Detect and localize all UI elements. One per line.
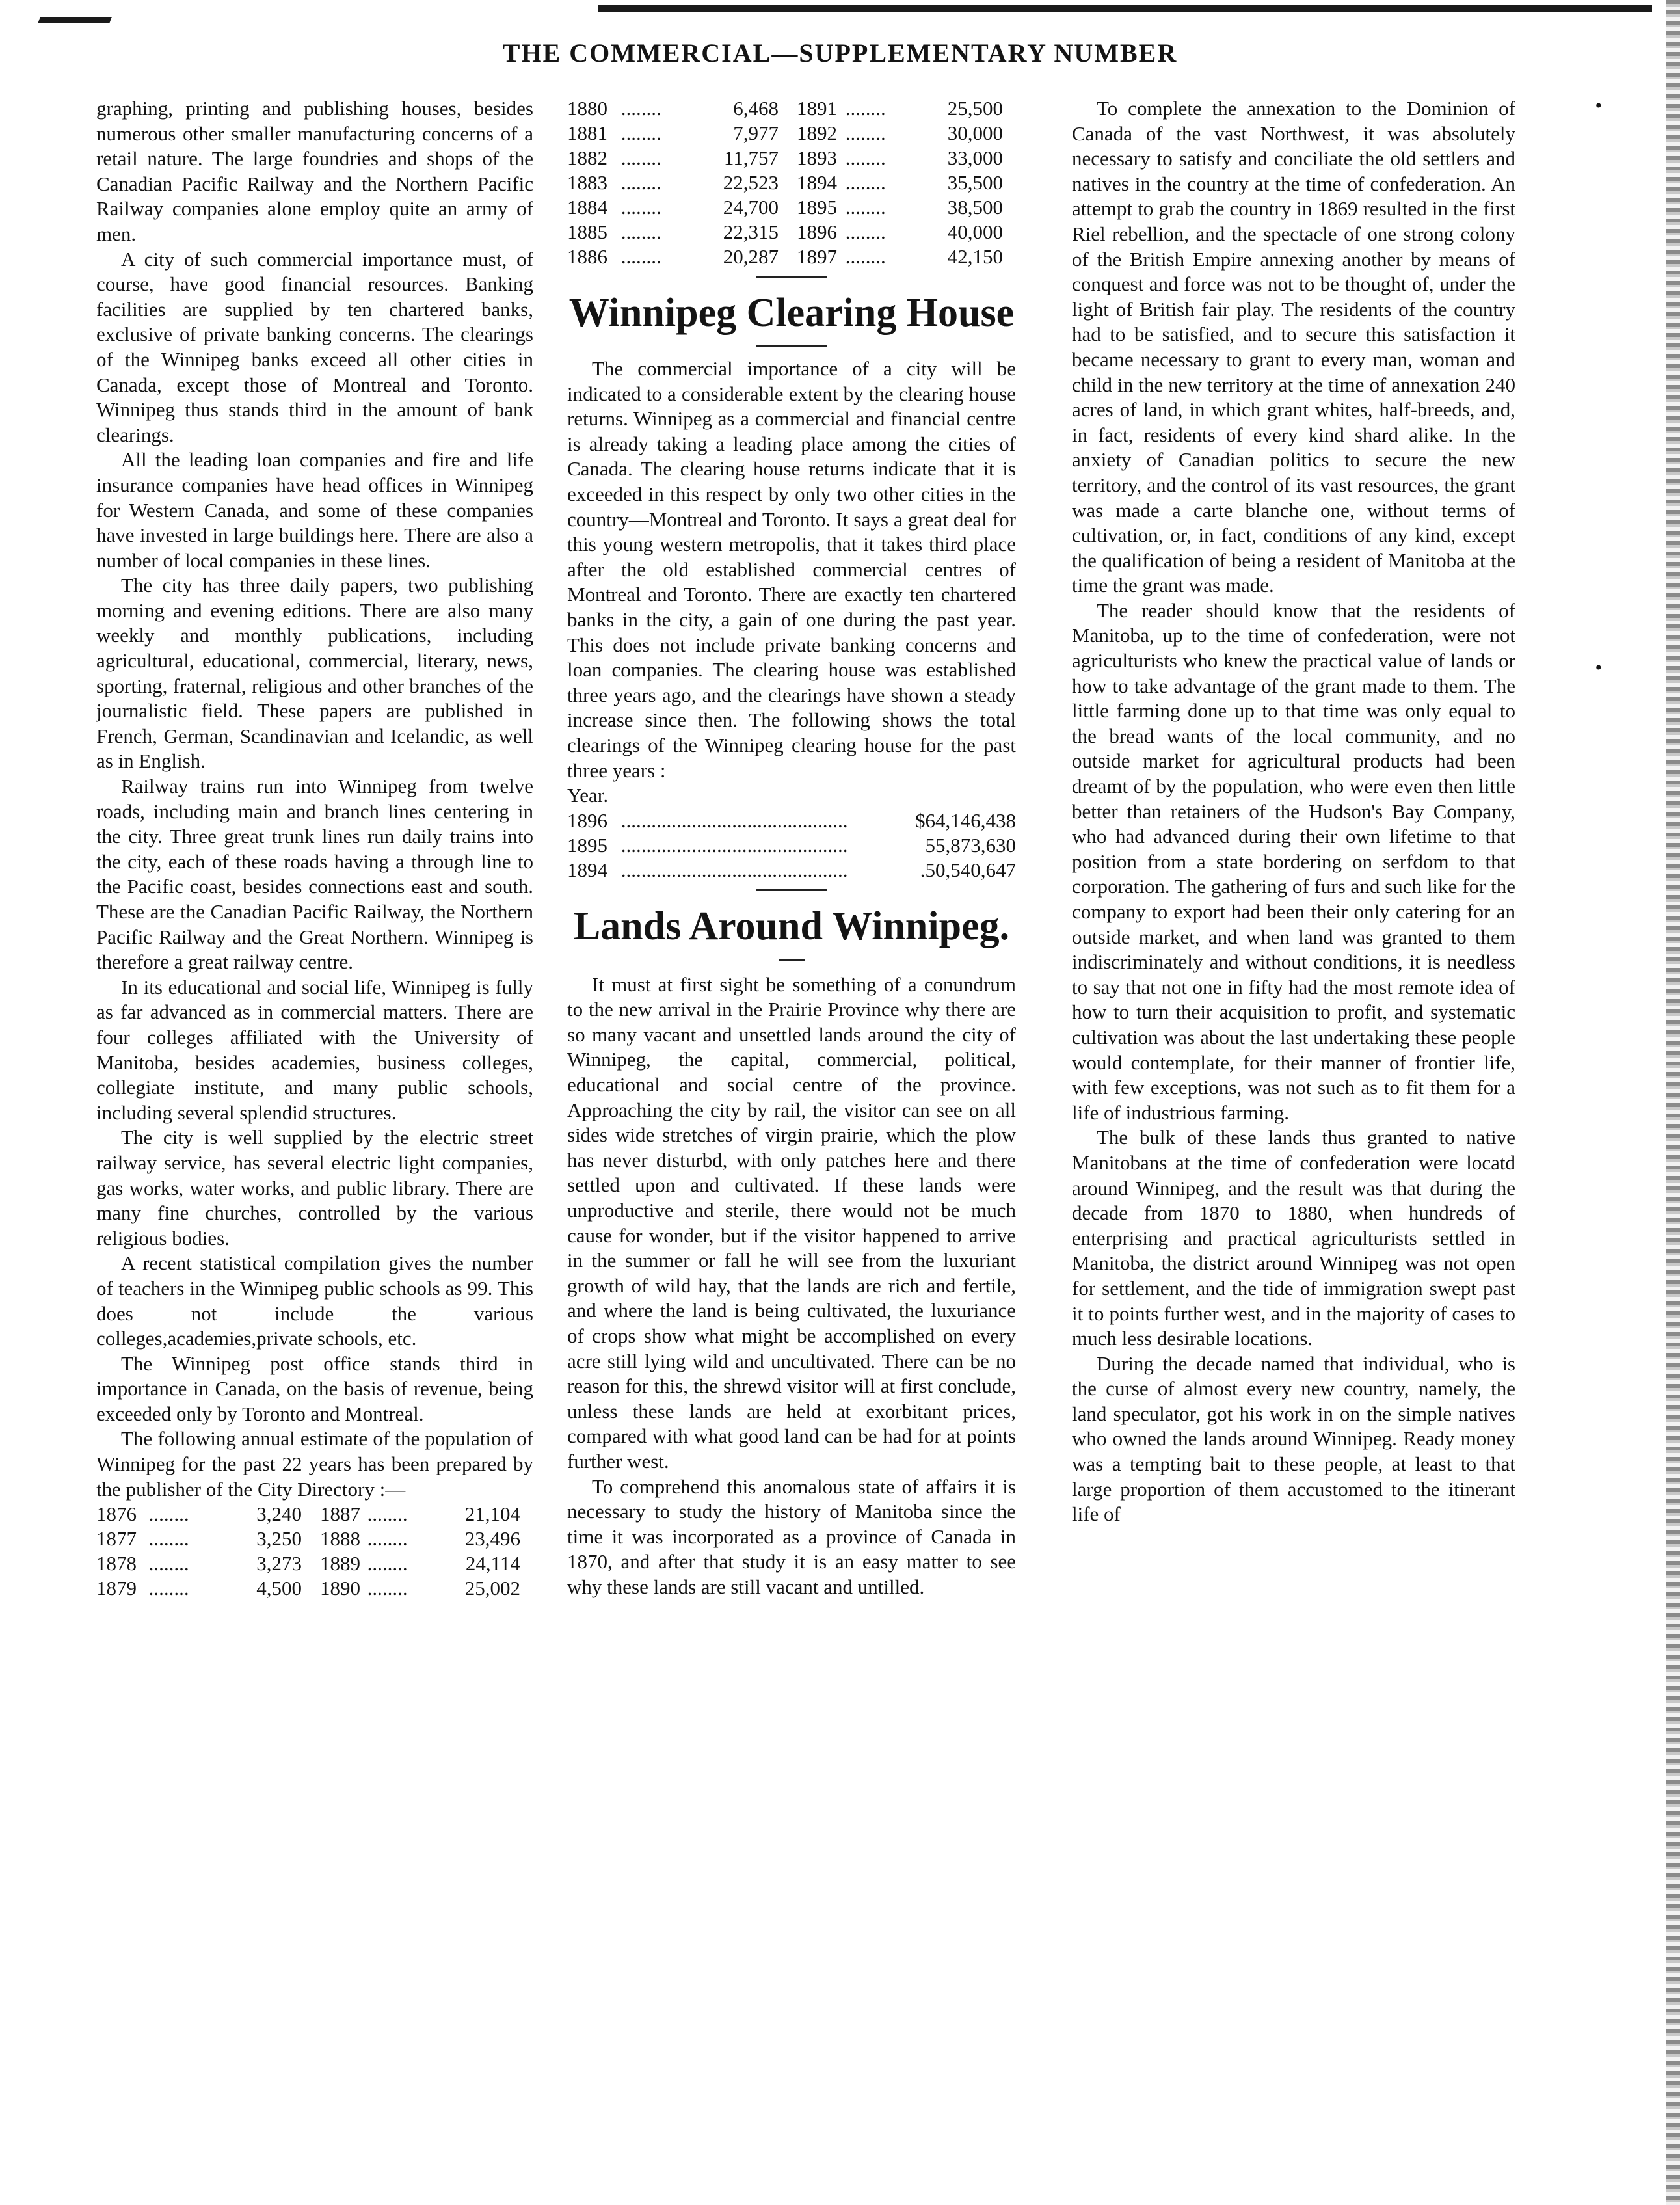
value-cell: $64,146,438 (915, 808, 1016, 832)
leader-dots: ........ (845, 97, 886, 120)
col3-para-4: During the decade named that individual, who is the curse of almost every new country, namely, the land speculator, got his work in on the simple natives who owned the lands around Winnipeg. Ready money was a tempting bait to these people, at least to that large proportion of them accustomed to the itinerant life of (1072, 1352, 1515, 1526)
year-cell: 1896 (567, 808, 607, 832)
leader-dots: ........ (845, 245, 886, 268)
leader-dots: ............................................. (620, 858, 848, 881)
value-cell: 3,250 (256, 1527, 302, 1551)
col1-para-2: A city of such commercial importance must, of course, have good financial resources. Banking facilities are supplied by ten chartered banks, exclusive of private banking concerns. The clearings of the Winnipeg banks exceed all other cities in Canada, except those of Montreal and Toronto. Winnipeg thus stands third in the amount of bank clearings. (96, 247, 533, 446)
lands-para-2: To comprehend this anomalous state of affairs it is necessary to study the history of Manitoba since the time it was incorporated as a province of Canada in 1870, and after that study it is an easy matter to see why these lands are still vacant and untilled. (567, 1475, 1016, 1598)
value-cell: 4,500 (256, 1577, 302, 1600)
leader-dots: ........ (148, 1503, 189, 1526)
value-cell: 11,757 (723, 146, 779, 169)
value-cell: 40,000 (947, 220, 1003, 243)
col1-para-8: A recent statistical compilation gives the number of teachers in the Winnipeg public schools as 99. This does not include the various colleges,academies,private schools, etc. (96, 1251, 533, 1350)
leader-dots: ........ (367, 1503, 408, 1526)
leader-dots: ........ (620, 97, 661, 120)
leader-dots: ........ (620, 245, 661, 268)
year-cell: 1894 (796, 171, 837, 194)
heading-lands: Lands Around Winnipeg. (573, 903, 1010, 948)
leader-dots: ........ (620, 171, 661, 194)
value-cell: 21,104 (464, 1503, 520, 1526)
leader-dots: ............................................. (620, 833, 848, 857)
leader-dots: ........ (620, 220, 661, 243)
lands-para-1: It must at first sight be something of a conundrum to the new arrival in the Prairie Province why there are so many vacant and unsettled lands around the city of Winnipeg, the capital, commercial, political, educational and social centre of the province. Approaching the city by rail, the visitor can see on all sides wide stretches of virgin prairie, which the plow has never disturbd, with only patches here and there settled upon and cultivated. If these lands were unproductive and sterile, there would not be much cause for wonder, but if the visitor happened to arrive in the summer or fall he will see from the luxuriant growth of wild hay, that the lands are rich and fertile, and where the land is being cultivated, the luxuriance of crops show what might be accomplished on every acre still lying wild and uncultivated. There can be no reason for this, the shrewd visitor will at first conclude, unless these lands are held at exorbitant prices, compared with what good land can be had for at points further west. (567, 972, 1016, 1473)
year-cell: 1887 (319, 1503, 360, 1526)
col1-para-4: The city has three daily papers, two publishing morning and evening editions. There are also many weekly and monthly publications, including agricultural, educational, commercial, literary, news, sporting, fraternal, religious and other branches of the journalistic field. These papers are published in French, German, Scandinavian and Icelandic, as well as in English. (96, 574, 533, 773)
leader-dots: ........ (148, 1552, 189, 1575)
value-cell: 33,000 (947, 146, 1003, 169)
year-cell: 1890 (319, 1577, 360, 1600)
leader-dots: ........ (845, 196, 886, 219)
value-cell: 24,700 (723, 196, 779, 219)
table-row (567, 195, 1016, 220)
year-cell: 1889 (319, 1552, 360, 1575)
table-row (567, 121, 1016, 146)
table-row (567, 96, 1016, 121)
col1-para-7: The city is well supplied by the electric street railway service, has several electric light companies, gas works, water works, and public library. There are many fine churches, controlled by the various religious bodies. (96, 1126, 533, 1250)
section-divider (756, 345, 827, 347)
col1-para-10: The following annual estimate of the population of Winnipeg for the past 22 years has been prepared by the publisher of the City Directory :— (96, 1427, 533, 1501)
col1-para-6: In its educational and social life, Winnipeg is fully as far advanced as in commercial matters. There are four colleges affiliated with the University of Manitoba, besides academies, business colleges, collegiate institute, and many public schools, including several splendid structures. (96, 975, 533, 1124)
table-row (567, 245, 1016, 269)
clearing-house-para: The commercial importance of a city will be indicated to a considerable extent by the clearing house returns. Winnipeg as a commercial and financial centre is already taking a leading place among the cities of Canada. The clearing house returns indicate that it is exceeded in this respect by only two other cities in the country—Montreal and Toronto. It says a great deal for this young western metropolis, that it takes third place after the old established commercial centres of Montreal and Toronto. There are exactly ten chartered banks in the city, a gain of one during the past year. This does not include private banking concerns and loan companies. The clearing house was established three years ago, and the clearings have shown a steady increase since then. The following shows the total clearings of the Winnipeg clearing house for the past three years : (567, 357, 1016, 782)
value-cell: 35,500 (947, 171, 1003, 194)
leader-dots: ........ (148, 1527, 189, 1551)
value-cell: 38,500 (947, 196, 1003, 219)
value-cell: 6,468 (733, 97, 779, 120)
value-cell: 20,287 (723, 245, 779, 268)
year-cell: 1881 (567, 122, 607, 144)
leader-dots: ........ (845, 146, 886, 169)
year-cell: 1895 (567, 833, 607, 857)
leader-dots: ........ (845, 171, 886, 194)
leader-dots: ........ (620, 196, 661, 219)
table-row (96, 1551, 533, 1576)
leader-dots: ........ (367, 1552, 408, 1575)
year-label: Year. (567, 784, 609, 807)
section-divider (779, 959, 805, 961)
year-cell: 1885 (567, 220, 607, 243)
page-header: THE COMMERCIAL—SUPPLEMENTARY NUMBER (502, 38, 1178, 68)
scan-edge (1666, 0, 1680, 2205)
table-row (567, 808, 1016, 833)
clearings-table (567, 808, 1016, 883)
value-cell: 22,523 (723, 171, 779, 194)
year-cell: 1886 (567, 245, 607, 268)
leader-dots: ........ (367, 1577, 408, 1600)
leader-dots: ........ (148, 1577, 189, 1600)
corner-mark (38, 17, 112, 23)
table-row (96, 1527, 533, 1551)
year-cell: 1877 (96, 1527, 137, 1551)
year-cell: 1891 (796, 97, 837, 120)
margin-dot: • (1595, 657, 1602, 678)
value-cell: .50,540,647 (920, 858, 1016, 881)
table-row (567, 146, 1016, 170)
year-cell: 1878 (96, 1552, 137, 1575)
value-cell: 24,114 (465, 1552, 520, 1575)
year-cell: 1876 (96, 1503, 137, 1526)
section-divider (756, 889, 827, 891)
year-cell: 1897 (796, 245, 837, 268)
col1-para-1: graphing, printing and publishing houses, besides numerous other smaller manufacturing concerns of a retail nature. The large foundries and shops of the Canadian Pacific Railway and the Northern Pacific Railway companies alone employ quite an army of men. (96, 97, 533, 245)
leader-dots: ........ (620, 122, 661, 144)
leader-dots: ........ (845, 122, 886, 144)
table-row (567, 858, 1016, 883)
column-3 (1072, 96, 1515, 1527)
year-cell: 1895 (796, 196, 837, 219)
section-divider (756, 276, 827, 278)
year-cell: 1879 (96, 1577, 137, 1600)
value-cell: 7,977 (733, 122, 779, 144)
year-cell: 1884 (567, 196, 607, 219)
leader-dots: ........ (620, 146, 661, 169)
table-row (96, 1576, 533, 1601)
column-2 (567, 96, 1016, 1600)
value-cell: 23,496 (464, 1527, 520, 1551)
year-cell: 1880 (567, 97, 607, 120)
value-cell: 3,273 (256, 1552, 302, 1575)
value-cell: 3,240 (256, 1503, 302, 1526)
table-row (567, 833, 1016, 858)
year-cell: 1894 (567, 858, 607, 881)
leader-dots: ........ (367, 1527, 408, 1551)
top-rule (598, 5, 1652, 12)
col3-para-1: To complete the annexation to the Dominion of Canada of the vast Northwest, it was absolutely necessary to satisfy and conciliate the old settlers and natives in the country at the time of confederation. An attempt to grab the country in 1869 resulted in the first Riel rebellion, and the spectacle of one strong colony of the British Empire annexing another by means of conquest and force was not to be thought of, under the light of British fair play. The residents of the country had to be satisfied, and to secure this satisfaction it became necessary to grant to every man, woman and child in the new territory at the time of annexation 240 acres of land, in which grant whites, half-breeds, and, in fact, residents of every kind shard alike. In the anxiety of Canadian politics to secure the new territory, and the control of its vast resources, the grant was made a carte blanche one, without terms of cultivation, or, in fact, conditions of any kind, except the qualification of being a resident of Manitoba at the time the grant was made. (1072, 97, 1515, 597)
table-row (96, 1502, 533, 1527)
col1-para-9: The Winnipeg post office stands third in importance in Canada, on the basis of revenue, being exceeded only by Toronto and Montreal. (96, 1352, 533, 1425)
year-cell: 1892 (796, 122, 837, 144)
year-cell: 1888 (319, 1527, 360, 1551)
col3-para-2: The reader should know that the residents of Manitoba, up to the time of confederation, were not agriculturists who knew the practical value of lands or how to take advantage of the grant made to them. The little farming done up to that time was only equal to the bread wants of the local community, and no outside market for agricultural products had been dreamt of by the population, who were even then little better than retainers of the Hudson's Bay Company, who had advanced during their own lifetime to that position from a state bordering on serfdom to that corporation. The gathering of furs and such like for the company to export had been their only catering for an outside market, and when land was granted to them indiscriminately and without conditions, it is needless to say that not one in fifty had the most remote idea of how to turn their acquisition to profit, and systematic cultivation was about the last undertaking these people would contemplate, for their manner of frontier life, with few exceptions, was not such as to fit them for a life of industrious farming. (1072, 598, 1515, 1124)
year-cell: 1883 (567, 171, 607, 194)
value-cell: 55,873,630 (925, 833, 1016, 857)
year-cell: 1896 (796, 220, 837, 243)
population-table-a (96, 1502, 533, 1601)
value-cell: 42,150 (947, 245, 1003, 268)
col3-para-3: The bulk of these lands thus granted to native Manitobans at the time of confederation were locatd around Winnipeg, and the result was that during the decade from 1870 to 1880, when hundreds of enterprising and practical agriculturists settled in Manitoba, the district around Winnipeg was not open for settlement, and the tide of immigration swept past it to points further west, and in the majority of cases to much less desirable locations. (1072, 1126, 1515, 1350)
table-row (567, 220, 1016, 245)
year-cell: 1882 (567, 146, 607, 169)
table-row (567, 170, 1016, 195)
leader-dots: ........ (845, 220, 886, 243)
value-cell: 30,000 (947, 122, 1003, 144)
value-cell: 25,500 (947, 97, 1003, 120)
year-cell: 1893 (796, 146, 837, 169)
value-cell: 22,315 (723, 220, 779, 243)
population-table-b (567, 96, 1016, 269)
leader-dots: ............................................. (620, 808, 848, 832)
value-cell: 25,002 (464, 1577, 520, 1600)
top-border (39, 5, 1652, 16)
col1-para-3: All the leading loan companies and fire and life insurance companies have head offices in Winnipeg for Western Canada, and some of these companies have invested in large buildings here. There are also a number of local companies in these lines. (96, 448, 533, 572)
margin-dot: • (1595, 95, 1602, 116)
col1-para-5: Railway trains run into Winnipeg from twelve roads, including main and branch lines centering in the city. Three great trunk lines run daily trains into the city, each of these roads having a through line to the Pacific coast, besides connections east and south. These are the Canadian Pacific Railway, the Northern Pacific Railway and the Great Northern. Winnipeg is therefore a great railway centre. (96, 775, 533, 974)
heading-clearing-house: Winnipeg Clearing House (568, 291, 1015, 335)
column-1 (96, 96, 533, 1601)
